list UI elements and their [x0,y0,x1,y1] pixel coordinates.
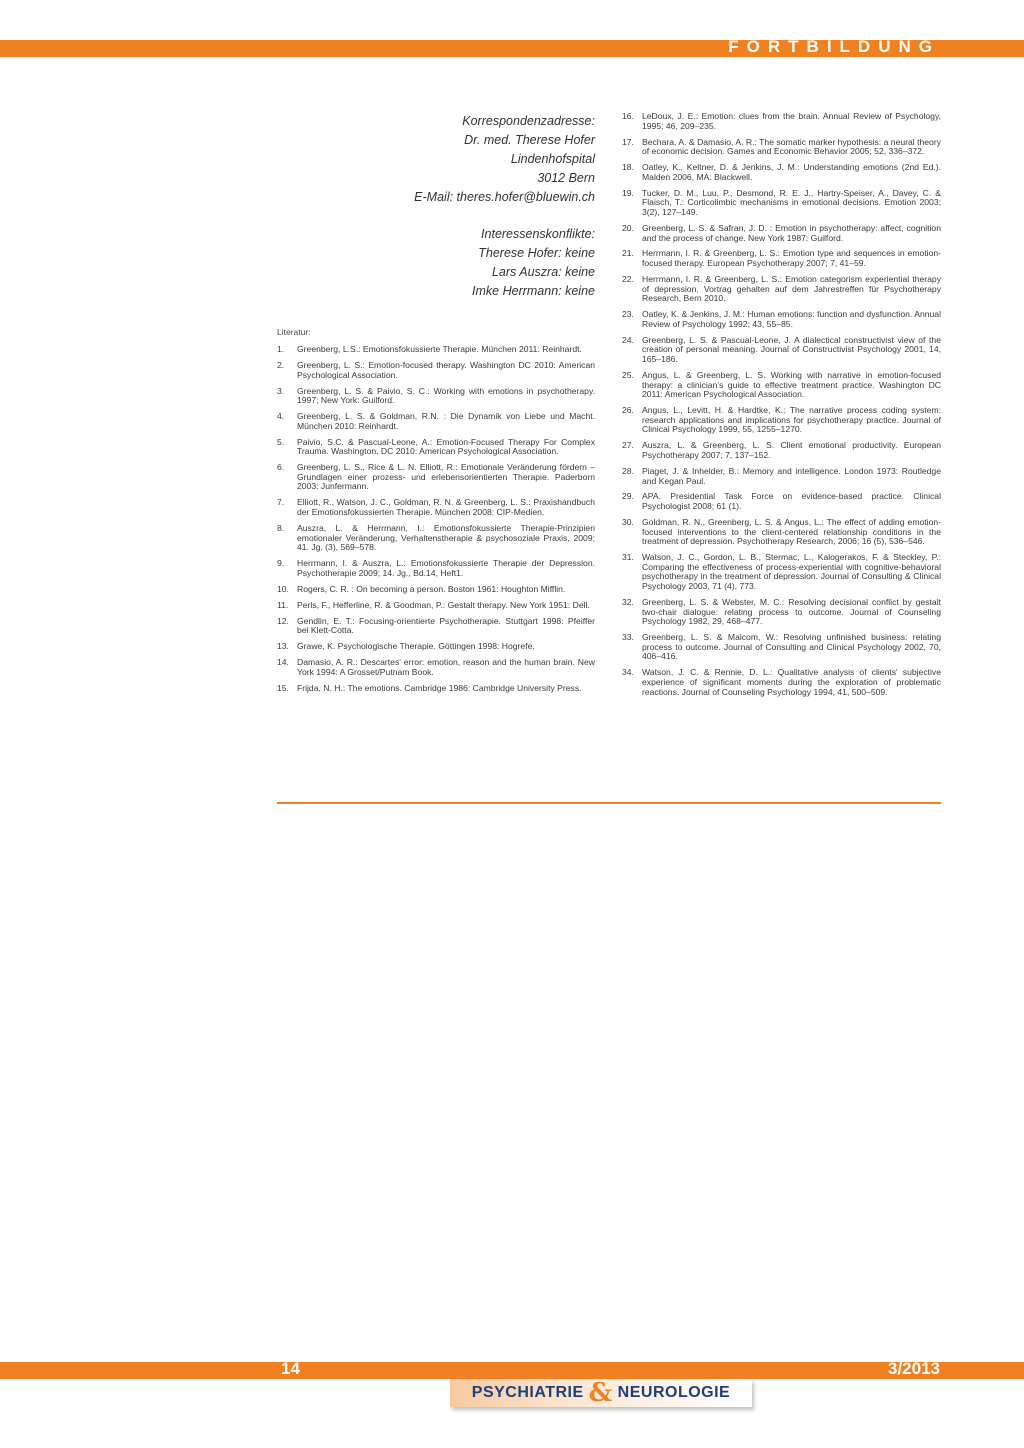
issue-number: 3/2013 [888,1359,940,1378]
reference-text: Grawe, K. Psychologische Therapie. Göttingen 1998: Hogrefe. [297,641,535,652]
contact-line: Dr. med. Therese Hofer [464,133,595,147]
reference-text: Angus, L., Levitt, H. & Hardtke, K.: The narrative process coding system: research applications and implications for psychotherapy practice. Journal of Clinical Psychology 1999, 55, 1255–1270. [642,405,941,435]
reference-item [622,467,941,486]
reference-text: Watson, J. C. & Rennie, D. L.: Qualitative analysis of clients' subjective experience of significant moments during the exploration of problematic reactions. Journal of Counseling Psychology 1994, 41, 500–509. [642,667,941,697]
references-right-column [622,112,941,704]
reference-item [277,617,595,636]
reference-number: 30. [622,517,634,528]
section-label: FORTBILDUNG [728,37,940,56]
conflict-of-interest [380,225,595,301]
reference-text: Greenberg, L. S. & Pascual-Leone, J. A dialectical constructivist view of the creation of personal meaning. Journal of Constructivist Psychology 2001, 14, 165–186. [642,334,941,364]
reference-item [622,163,941,182]
reference-text: Goldman, R. N., Greenberg, L. S. & Angus, L.: The effect of adding emotion-focused interventions to the client-centered relationship conditions in the treatment of depression. Psychotherapy Research, 2006; 16 (5), 536–546. [642,517,941,547]
journal-logo [450,1379,752,1407]
reference-item [277,601,595,611]
reference-item [277,498,595,517]
reference-text: Greenberg, L. S. & Webster, M. C.: Resolving decisional conflict by gestalt two-chair dialogue: relating process to outcome. Journal of Counseling Psychology 1982, 29, 468–477. [642,597,941,627]
reference-number: 3. [277,385,285,396]
reference-number: 14. [277,657,289,668]
reference-item [277,412,595,431]
reference-number: 22. [622,274,634,285]
contact-line: 3012 Bern [537,171,595,185]
reference-text: Herrmann, I. R. & Greenberg, L. S.: Emotion categorism experiential therapy of depression. Vortrag gehalten auf dem Jahrestreffen für Psychotherapy Research, Bern 2010. [642,274,941,304]
reference-text: Frijda, N. H.: The emotions. Cambridge 1986: Cambridge University Press. [297,682,582,693]
reference-number: 32. [622,597,634,607]
reference-text: Watson, J. C., Gordon, L. B., Stermac, L., Kalogerakos, F. & Steckley, P.: Comparing the effectiveness of process-experiential with cognitive-behavioral psychotherapy in the treatment of depression. Journal of Consulting & Clinical Psychology 2003, 71 (4), 773. [642,552,941,592]
reference-number: 8. [277,523,285,534]
reference-text: Greenberg, L. S.: Emotion-focused therapy. Washington DC 2010: American Psychological Association. [297,359,595,380]
reference-item [277,585,595,595]
reference-item [622,441,941,460]
literature-heading: Literatur: [277,327,311,337]
reference-item [277,438,595,457]
reference-number: 11. [277,599,289,610]
reference-text: LeDoux, J. E.: Emotion: clues from the brain. Annual Review of Psychology, 1995; 46, 209–235. [642,111,941,131]
footer-bar [0,1362,1024,1379]
reference-text: Greenberg, L. S. & Goldman, R.N. : Die Dynamik von Liebe und Macht. München 2010: Reinhardt. [297,411,595,431]
contact-line: Imke Herrmann: keine [472,284,595,298]
reference-text: Piaget, J. & Inhelder, B.: Memory and intelligence. London 1973: Routledge and Kegan Paul. [642,465,941,486]
reference-number: 18. [622,162,634,173]
reference-number: 25. [622,369,634,380]
reference-number: 2. [277,359,285,370]
reference-item [622,371,941,400]
section-divider [277,802,941,804]
reference-text: Elliott, R., Watson, J. C., Goldman, R. N. & Greenberg, L. S.: Praxishandbuch der Emotionsfokussierten Therapie. München 2008: CIP-Medien. [297,497,595,518]
reference-item [622,138,941,157]
reference-text: Auszra, L. & Greenberg, L. S. Client emotional productivity. European Psychotherapy 2007; 7, 137–152. [642,440,941,460]
reference-number: 6. [277,462,285,473]
reference-text: Oatley, K., Keltner, D. & Jenkins, J. M.: Understanding emotions (2nd Ed.). Malden 2006, MA: Blackwell. [642,162,941,182]
reference-text: Greenberg, L. S. & Paivio, S. C.: Working with emotions in psychotherapy. 1997; New York: Guilford. [297,385,595,406]
contact-address [380,112,595,207]
reference-number: 1. [277,344,285,354]
reference-text: Bechara, A. & Damasio, A. R.: The somatic marker hypothesis: a neural theory of economic decision. Games and Economic Behavior 2005; 52, 336–372. [642,136,941,157]
reference-number: 29. [622,491,634,502]
page-number: 14 [281,1359,300,1378]
reference-number: 9. [277,558,285,569]
reference-number: 28. [622,465,634,476]
reference-text: Rogers, C. R. : On becoming a person. Boston 1961: Houghton Mifflin. [297,583,566,594]
reference-item [277,524,595,553]
reference-item [622,518,941,547]
reference-text: Greenberg, L.S.: Emotionsfokussierte Therapie. München 2011: Reinhardt. [297,344,582,354]
reference-item [277,559,595,578]
reference-item [277,658,595,677]
journal-ampersand: & [588,1378,613,1408]
contact-line: E-Mail: theres.hofer@bluewin.ch [414,190,595,204]
reference-item [277,361,595,380]
reference-text: Greenberg, L. S., Rice & L. N. Elliott, R.: Emotionale Veränderung fördern – Grundlagen einer prozess- und erlebensorientierten Therapie. Paderborn 2003: Junfermann. [297,462,595,492]
reference-item [622,633,941,662]
reference-text: Auszra, L. & Herrmann, I.: Emotionsfokussierte Therapie-Prinzipien emotionaler Veränderung, Verhaltenstherapie & psychosoziale Praxis, 2009; 41. Jg. (3), 569–578. [297,523,595,553]
reference-item [277,345,595,355]
reference-text: Perls, F., Hefferline, R. & Goodman, P.: Gestalt therapy. New York 1951: Dell. [297,599,590,610]
reference-item [622,668,941,697]
reference-number: 20. [622,222,634,233]
reference-text: Tucker, D. M., Luu, P., Desmond, R. E. J., Hartry-Speiser, A., Davey, C. & Flaisch, T.: Corticolimbic mechanisms in emotional decisions. Emotion 2003; 3(2), 127–149. [642,187,941,217]
reference-item [622,492,941,511]
reference-item [622,249,941,268]
contact-line: Lars Auszra: keine [491,265,595,279]
reference-number: 31. [622,552,634,563]
reference-number: 15. [277,682,289,693]
reference-text: Greenberg, L. S. & Malcom, W.: Resolving unfinished business: relating process to outcome. Journal of Consulting and Clinical Psychology 2002, 70, 406–416. [642,632,941,662]
reference-number: 34. [622,667,634,678]
reference-item [622,112,941,131]
reference-text: Gendlin, E. T.: Focusing-orientierte Psychotherapie. Stuttgart 1998: Pfeiffer bei Klett-Cotta. [297,615,595,636]
reference-text: Paivio, S.C. & Pascual-Leone, A.: Emotion-Focused Therapy For Complex Trauma. Washington, DC 2010: American Psychological Association. [297,436,595,457]
reference-text: Oatley, K. & Jenkins, J. M.: Human emotions: function and dysfunction. Annual Review of Psychology 1992; 43, 55–85. [642,309,941,329]
reference-item [277,642,595,652]
reference-item [277,463,595,492]
reference-number: 17. [622,136,634,147]
contact-line: Lindenhofspital [510,152,595,166]
reference-number: 5. [277,436,285,447]
reference-item [622,553,941,591]
reference-number: 12. [277,615,289,626]
journal-name-left: PSYCHIATRIE [471,1384,584,1401]
contact-line: Korrespondenzadresse: [462,114,595,128]
reference-item [622,224,941,243]
reference-text: Herrmann, I. R. & Greenberg, L. S.: Emotion type and sequences in emotion-focused therapy. European Psychotherapy 2007; 7, 41–59. [642,248,941,269]
reference-number: 7. [277,497,285,508]
reference-number: 19. [622,187,634,198]
reference-text: Damasio, A. R.: Descartes' error: emotion, reason and the human brain. New York 1994: A Grosset/Putnam Book. [297,657,595,677]
contact-block [380,112,595,301]
reference-number: 21. [622,248,634,259]
journal-name-right: NEUROLOGIE [617,1384,731,1401]
reference-text: APA. Presidential Task Force on evidence-based practice. Clinical Psychologist 2008; 61 (1). [642,491,941,512]
reference-number: 24. [622,334,634,345]
contact-line: Therese Hofer: keine [478,246,595,260]
reference-item [277,387,595,406]
contact-line: Interessenskonflikte: [481,227,595,241]
references-left-column [277,345,595,700]
reference-text: Greenberg, L. S. & Safran, J. D. : Emotion in psychotherapy: affect, cognition and the process of change. New York 1987: Guilford. [642,222,941,243]
reference-number: 4. [277,411,285,422]
reference-text: Angus, L. & Greenberg, L. S. Working with narrative in emotion-focused therapy: a clinician's guide to effective treatment practice. Washington DC 2011: American Psychological Association. [642,369,941,400]
reference-item [277,684,595,694]
reference-number: 10. [277,583,289,594]
reference-item [622,336,941,365]
reference-item [622,189,941,218]
reference-number: 16. [622,111,634,121]
reference-number: 33. [622,632,634,643]
reference-item [622,598,941,627]
reference-item [622,275,941,304]
reference-text: Herrmann, I. & Auszra, L.: Emotionsfokussierte Therapie der Depression. Psychotherapie 2009; 14. Jg., Bd.14, Heft1. [297,558,595,578]
reference-item [622,310,941,329]
reference-number: 27. [622,440,634,451]
reference-item [622,406,941,435]
reference-number: 26. [622,405,634,416]
reference-number: 13. [277,641,289,652]
reference-number: 23. [622,309,634,320]
